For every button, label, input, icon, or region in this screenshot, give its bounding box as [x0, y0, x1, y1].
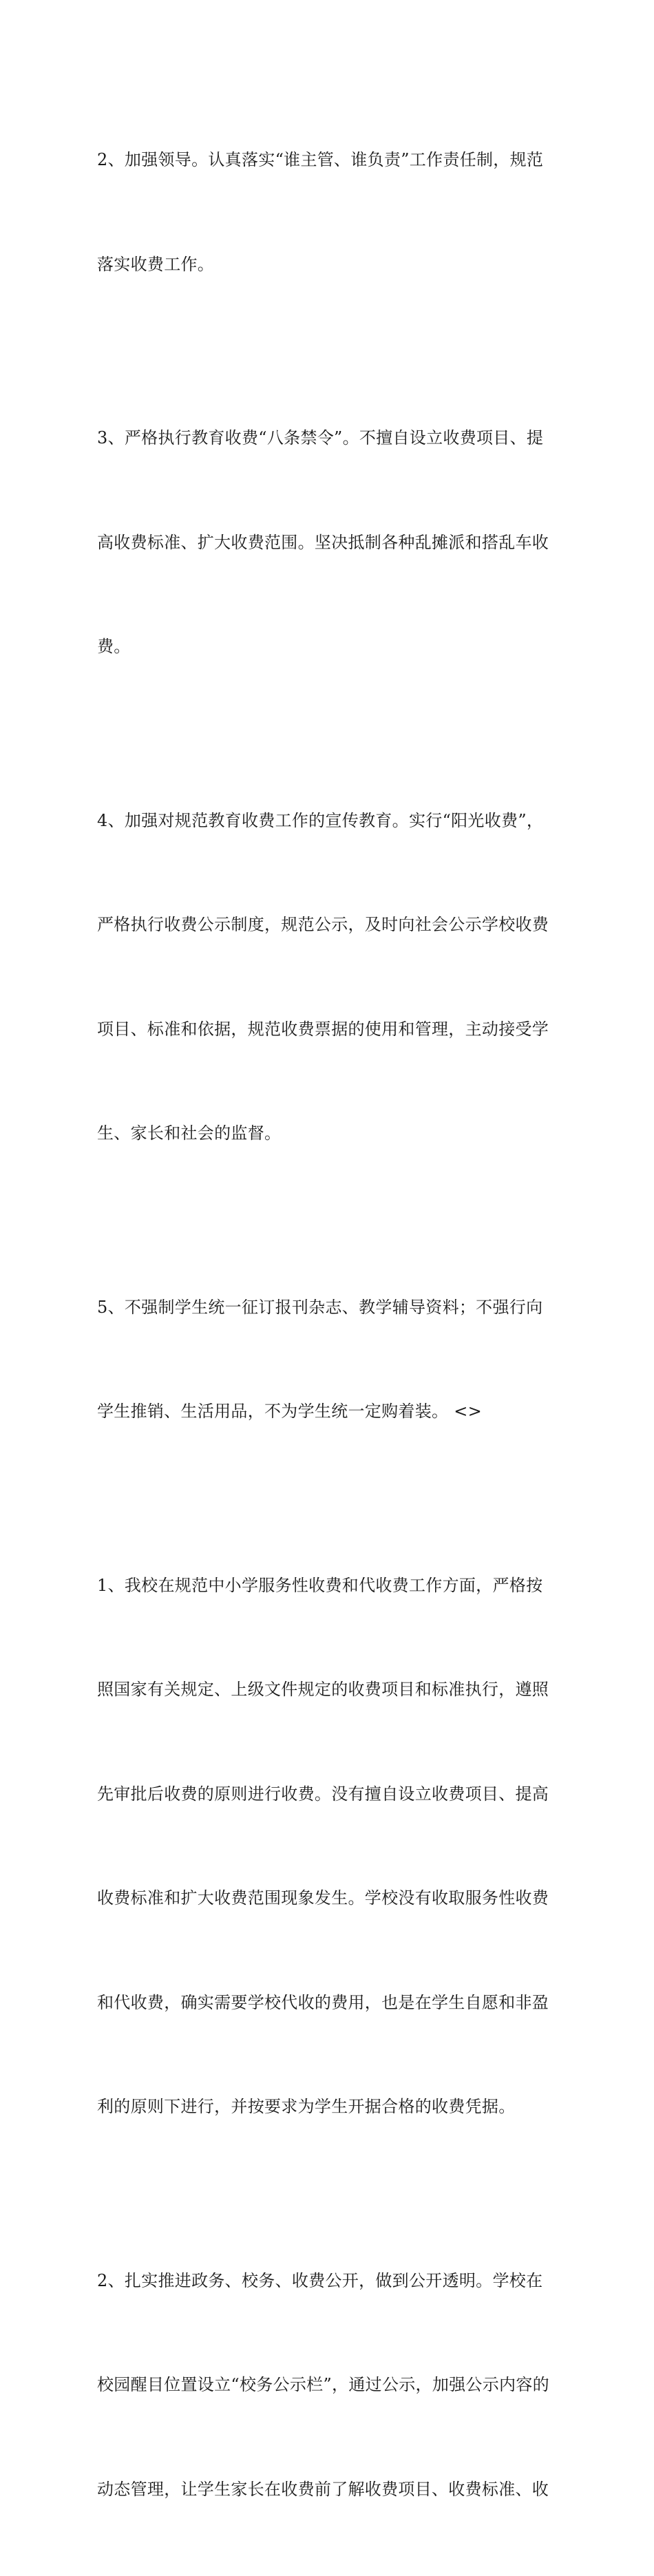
- text-line: 和代收费，确实需要学校代收的费用，也是在学生自愿和非盈: [97, 1985, 565, 2020]
- text-line: 2、加强领导。认真落实“谁主管、谁负责”工作责任制，规范: [97, 142, 565, 178]
- paragraph-5-no-forced-purchase: [97, 1221, 565, 1499]
- paragraph-3-eight-prohibitions: [97, 351, 565, 734]
- text-line: 4、加强对规范教育收费工作的宣传教育。实行“阳光收费”，: [97, 803, 565, 838]
- text-line: 严格执行收费公示制度，规范公示，及时向社会公示学校收费: [97, 907, 565, 942]
- text-line: 收费标准和扩大收费范围现象发生。学校没有收取服务性收费: [97, 1881, 565, 1916]
- text-line: 利的原则下进行，并按要求为学生开据合格的收费凭据。: [97, 2089, 565, 2124]
- text-line: 动态管理，让学生家长在收费前了解收费项目、收费标准、收: [97, 2472, 565, 2507]
- text-line: 照国家有关规定、上级文件规定的收费项目和标准执行，遵照: [97, 1672, 565, 1707]
- text-line: 2、扎实推进政务、校务、收费公开，做到公开透明。学校在: [97, 2263, 565, 2299]
- text-line: 费。: [97, 629, 565, 664]
- text-line: 高收费标准、扩大收费范围。坚决抵制各种乱摊派和搭乱车收: [97, 525, 565, 560]
- paragraph-1-service-fees: [97, 1499, 565, 2194]
- document-page: [0, 0, 654, 846]
- text-line: 生、家长和社会的监督。: [97, 1116, 565, 1151]
- text-line: 先审批后收费的原则进行收费。没有擅自设立收费项目、提高: [97, 1777, 565, 1812]
- text-line: 1、我校在规范中小学服务性收费和代收费工作方面，严格按: [97, 1568, 565, 1603]
- paragraph-4-publicity: [97, 734, 565, 1221]
- paragraph-2-transparency: [97, 2194, 565, 2576]
- text-line: 落实收费工作。: [97, 247, 565, 282]
- text-line: 校园醒目位置设立“校务公示栏”，通过公示，加强公示内容的: [97, 2367, 565, 2403]
- text-line: 5、不强制学生统一征订报刊杂志、教学辅导资料；不强行向: [97, 1290, 565, 1325]
- text-line: 3、严格执行教育收费“八条禁令”。不擅自设立收费项目、提: [97, 421, 565, 456]
- text-line: 学生推销、生活用品，不为学生统一定购着装。 <>: [97, 1394, 565, 1429]
- paragraph-2-leadership: [97, 73, 565, 351]
- document-body: [97, 73, 565, 2576]
- text-line: 项目、标准和依据，规范收费票据的使用和管理，主动接受学: [97, 1012, 565, 1047]
